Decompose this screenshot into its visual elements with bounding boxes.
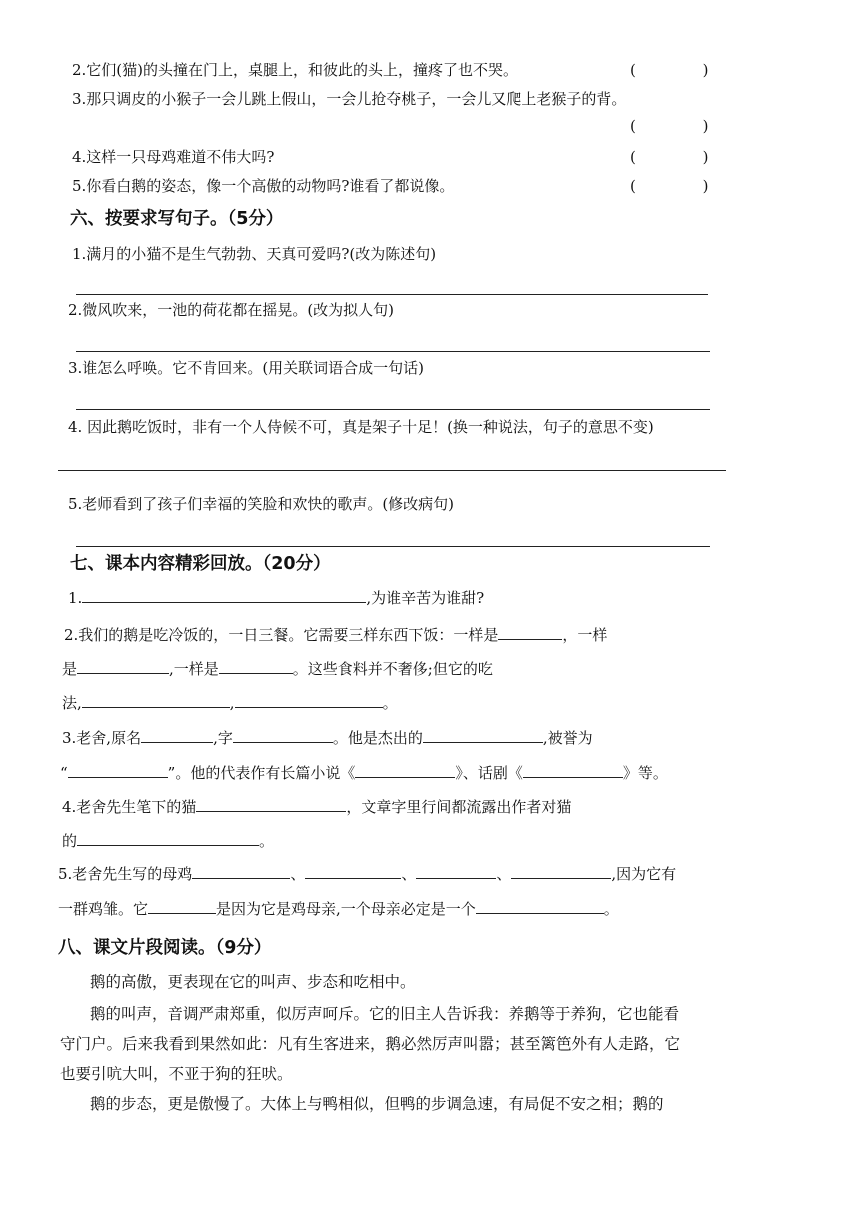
fill-blank[interactable] bbox=[305, 862, 401, 879]
fill-blank[interactable] bbox=[82, 691, 230, 708]
s7-q2-line2: 是 ,一样是 。这些食料并不奢侈;但它的吃 bbox=[62, 657, 493, 679]
s6-q5: 5.老师看到了孩子们幸福的笑脸和欢快的歌声。(修改病句) bbox=[68, 495, 455, 513]
fill-blank[interactable] bbox=[423, 726, 543, 743]
s7-q1: 1. ,为谁辛苦为谁甜? bbox=[68, 586, 484, 608]
fill-blank[interactable] bbox=[68, 761, 168, 778]
section-6-title: 六、按要求写句子。（5分） bbox=[70, 209, 284, 229]
fill-blank[interactable] bbox=[355, 761, 455, 778]
fill-blank[interactable] bbox=[196, 795, 346, 812]
s6-q2: 2.微风吹来，一池的荷花都在摇晃。(改为拟人句) bbox=[68, 301, 395, 319]
s5-q3: 3.那只调皮的小猴子一会儿跳上假山，一会儿抢夺桃子，一会儿又爬上老猴子的背。 bbox=[72, 90, 627, 108]
answer-line[interactable] bbox=[76, 409, 710, 410]
fill-blank[interactable] bbox=[77, 829, 259, 846]
s7-q3-line2: “ ”。他的代表作有长篇小说《 》、话剧《 》等。 bbox=[60, 761, 668, 783]
answer-paren[interactable]: ( ) bbox=[630, 148, 709, 166]
s7-q3-line1: 3.老舍,原名 ,字 。他是杰出的 ,被誉为 bbox=[62, 726, 593, 748]
s7-q2-line1: 2.我们的鹅是吃冷饭的，一日三餐。它需要三样东西下饭：一样是 ，一样 bbox=[64, 623, 607, 645]
answer-line[interactable] bbox=[58, 470, 726, 471]
fill-blank[interactable] bbox=[498, 623, 562, 640]
fill-blank[interactable] bbox=[235, 691, 383, 708]
fill-blank[interactable] bbox=[233, 726, 333, 743]
s5-q2: 2.它们(猫)的头撞在门上，桌腿上，和彼此的头上，撞疼了也不哭。 bbox=[72, 61, 519, 79]
fill-blank[interactable] bbox=[511, 862, 611, 879]
fill-blank[interactable] bbox=[148, 897, 216, 914]
answer-paren[interactable]: ( ) bbox=[630, 177, 709, 195]
section-7-title: 七、课本内容精彩回放。（20分） bbox=[70, 554, 331, 574]
reading-para-2-line1: 鹅的叫声，音调严肃郑重，似厉声呵斥。它的旧主人告诉我：养鹅等于养狗，它也能看 bbox=[90, 1005, 680, 1023]
answer-paren[interactable]: ( ) bbox=[630, 117, 709, 135]
fill-blank[interactable] bbox=[219, 657, 293, 674]
fill-blank[interactable] bbox=[192, 862, 290, 879]
fill-blank[interactable] bbox=[141, 726, 213, 743]
reading-para-1: 鹅的高傲，更表现在它的叫声、步态和吃相中。 bbox=[90, 973, 416, 991]
s7-q4-line2: 的 。 bbox=[62, 829, 274, 851]
answer-paren[interactable]: ( ) bbox=[630, 61, 709, 79]
s6-q1: 1.满月的小猫不是生气勃勃、天真可爱吗?(改为陈述句) bbox=[72, 245, 437, 263]
s5-q5: 5.你看白鹅的姿态，像一个高傲的动物吗?谁看了都说像。 bbox=[72, 177, 455, 195]
section-8-title: 八、课文片段阅读。（9分） bbox=[58, 938, 272, 958]
s6-q3: 3.谁怎么呼唤。它不肯回来。(用关联词语合成一句话) bbox=[68, 359, 425, 377]
fill-blank[interactable] bbox=[416, 862, 496, 879]
reading-para-2-line3: 也要引吭大叫，不亚于狗的狂吠。 bbox=[60, 1065, 293, 1083]
fill-blank[interactable] bbox=[523, 761, 623, 778]
reading-para-2-line2: 守门户。后来我看到果然如此：凡有生客进来，鹅必然厉声叫嚣；甚至篱笆外有人走路，它 bbox=[60, 1035, 681, 1053]
answer-line[interactable] bbox=[76, 546, 710, 547]
s7-q4-line1: 4.老舍先生笔下的猫 ，文章字里行间都流露出作者对猫 bbox=[62, 795, 571, 817]
fill-blank[interactable] bbox=[476, 897, 604, 914]
s7-q2-line3: 法, , 。 bbox=[62, 691, 398, 713]
s7-q5-line1: 5.老舍先生写的母鸡 、 、 、 ,因为它有 bbox=[58, 862, 676, 884]
s7-q5-line2: 一群鸡雏。它 是因为它是鸡母亲,一个母亲必定是一个 。 bbox=[58, 897, 619, 919]
fill-blank[interactable] bbox=[77, 657, 169, 674]
s5-q4: 4.这样一只母鸡难道不伟大吗? bbox=[72, 148, 275, 166]
s6-q4: 4. 因此鹅吃饭时，非有一个人侍候不可，真是架子十足！(换一种说法，句子的意思不变) bbox=[68, 418, 654, 436]
answer-line[interactable] bbox=[76, 351, 710, 352]
reading-para-3-line1: 鹅的步态，更是傲慢了。大体上与鸭相似，但鸭的步调急速，有局促不安之相；鹅的 bbox=[90, 1095, 664, 1113]
fill-blank[interactable] bbox=[82, 586, 366, 603]
answer-line[interactable] bbox=[76, 294, 708, 295]
